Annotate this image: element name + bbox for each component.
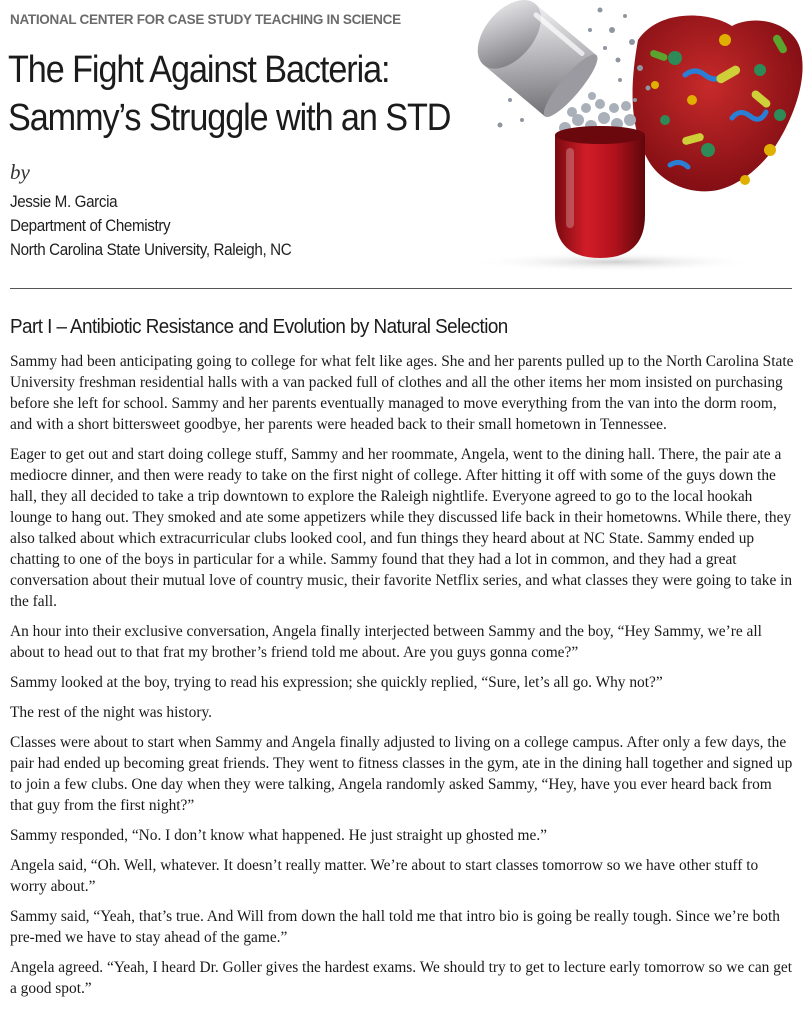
case-title bbox=[8, 46, 450, 142]
paragraph: Sammy had been anticipating going to college for what felt like ages. She and her parents pulled up to the North Carolina State University freshman residential halls with a van packed full of clothes and all the other items her mom insisted on purchasing before she left for school. Sammy and her parents eventually managed to move everything from the van into the dorm room, and with a short bittersweet goodbye, her parents were headed back to their small hometown in Tennessee. bbox=[10, 353, 794, 433]
paragraph: Sammy said, “Yeah, that’s true. And Will from down the hall told me that intro bio is going be really tough. Since we’re both pre-med we have to stay ahead of the game.” bbox=[10, 908, 780, 946]
author-block bbox=[10, 190, 291, 262]
case-title-line-2: Sammy’s Struggle with an STD bbox=[8, 97, 451, 139]
paragraph: An hour into their exclusive conversation, Angela finally interjected between Sammy and the boy, “Hey Sammy, we’re all about to head out to that frat my brother’s friend told me about. Are you guys gonna come?” bbox=[10, 623, 762, 661]
section-heading: Part I – Antibiotic Resistance and Evolution by Natural Selection bbox=[10, 315, 508, 338]
case-body bbox=[10, 351, 796, 1008]
author-department: Department of Chemistry bbox=[10, 217, 171, 235]
case-title-line-1: The Fight Against Bacteria: bbox=[8, 49, 390, 91]
paragraph: Sammy responded, “No. I don’t know what happened. He just straight up ghosted me.” bbox=[10, 827, 548, 844]
paragraph: Sammy looked at the boy, trying to read his expression; she quickly replied, “Sure, let’s all go. Why not?” bbox=[10, 674, 663, 691]
paragraph: The rest of the night was history. bbox=[10, 704, 213, 721]
paragraph: Angela said, “Oh. Well, whatever. It doesn’t really matter. We’re about to start classes tomorrow so we have other stuff to worry about.” bbox=[10, 857, 759, 895]
pill-capsule-bacteria-icon bbox=[470, 0, 805, 290]
org-name: NATIONAL CENTER FOR CASE STUDY TEACHING IN SCIENCE bbox=[10, 12, 401, 27]
paragraph: Classes were about to start when Sammy and Angela finally adjusted to living on a college campus. After only a few days, the pair had ended up becoming great friends. They went to fitness classes in the gym, ate in the dining hall together and signed up to join a few clubs. One day when they were talking, Angela randomly asked Sammy, “Hey, have you ever heard back from that guy from the first night?” bbox=[10, 734, 793, 814]
author-name: Jessie M. Garcia bbox=[10, 193, 118, 211]
byline-label: by bbox=[10, 160, 30, 184]
header-divider bbox=[10, 288, 792, 289]
paragraph: Angela agreed. “Yeah, I heard Dr. Goller gives the hardest exams. We should try to get to lecture early tomorrow so we can get a good spot.” bbox=[10, 959, 793, 997]
paragraph: Eager to get out and start doing college stuff, Sammy and her roommate, Angela, went to the dining hall. There, the pair ate a mediocre dinner, and then were ready to take on the first night of college. After hitting it off with some of the guys down the hall, they all decided to take a trip downtown to explore the Raleigh nightlife. Everyone agreed to go to the local hookah lounge to hang out. They smoked and ate some appetizers while they discussed life back in their hometowns. While there, they also talked about which extracurricular clubs looked cool, and fun things they heard about at NC State. Sammy ended up chatting to one of the boys in particular for a while. Sammy found that they had a lot in common, and they had a great conversation about their mutual love of country music, their favorite Netflix series, and what classes they were going to take in the fall. bbox=[10, 446, 793, 610]
author-university: North Carolina State University, Raleigh, NC bbox=[10, 241, 292, 259]
